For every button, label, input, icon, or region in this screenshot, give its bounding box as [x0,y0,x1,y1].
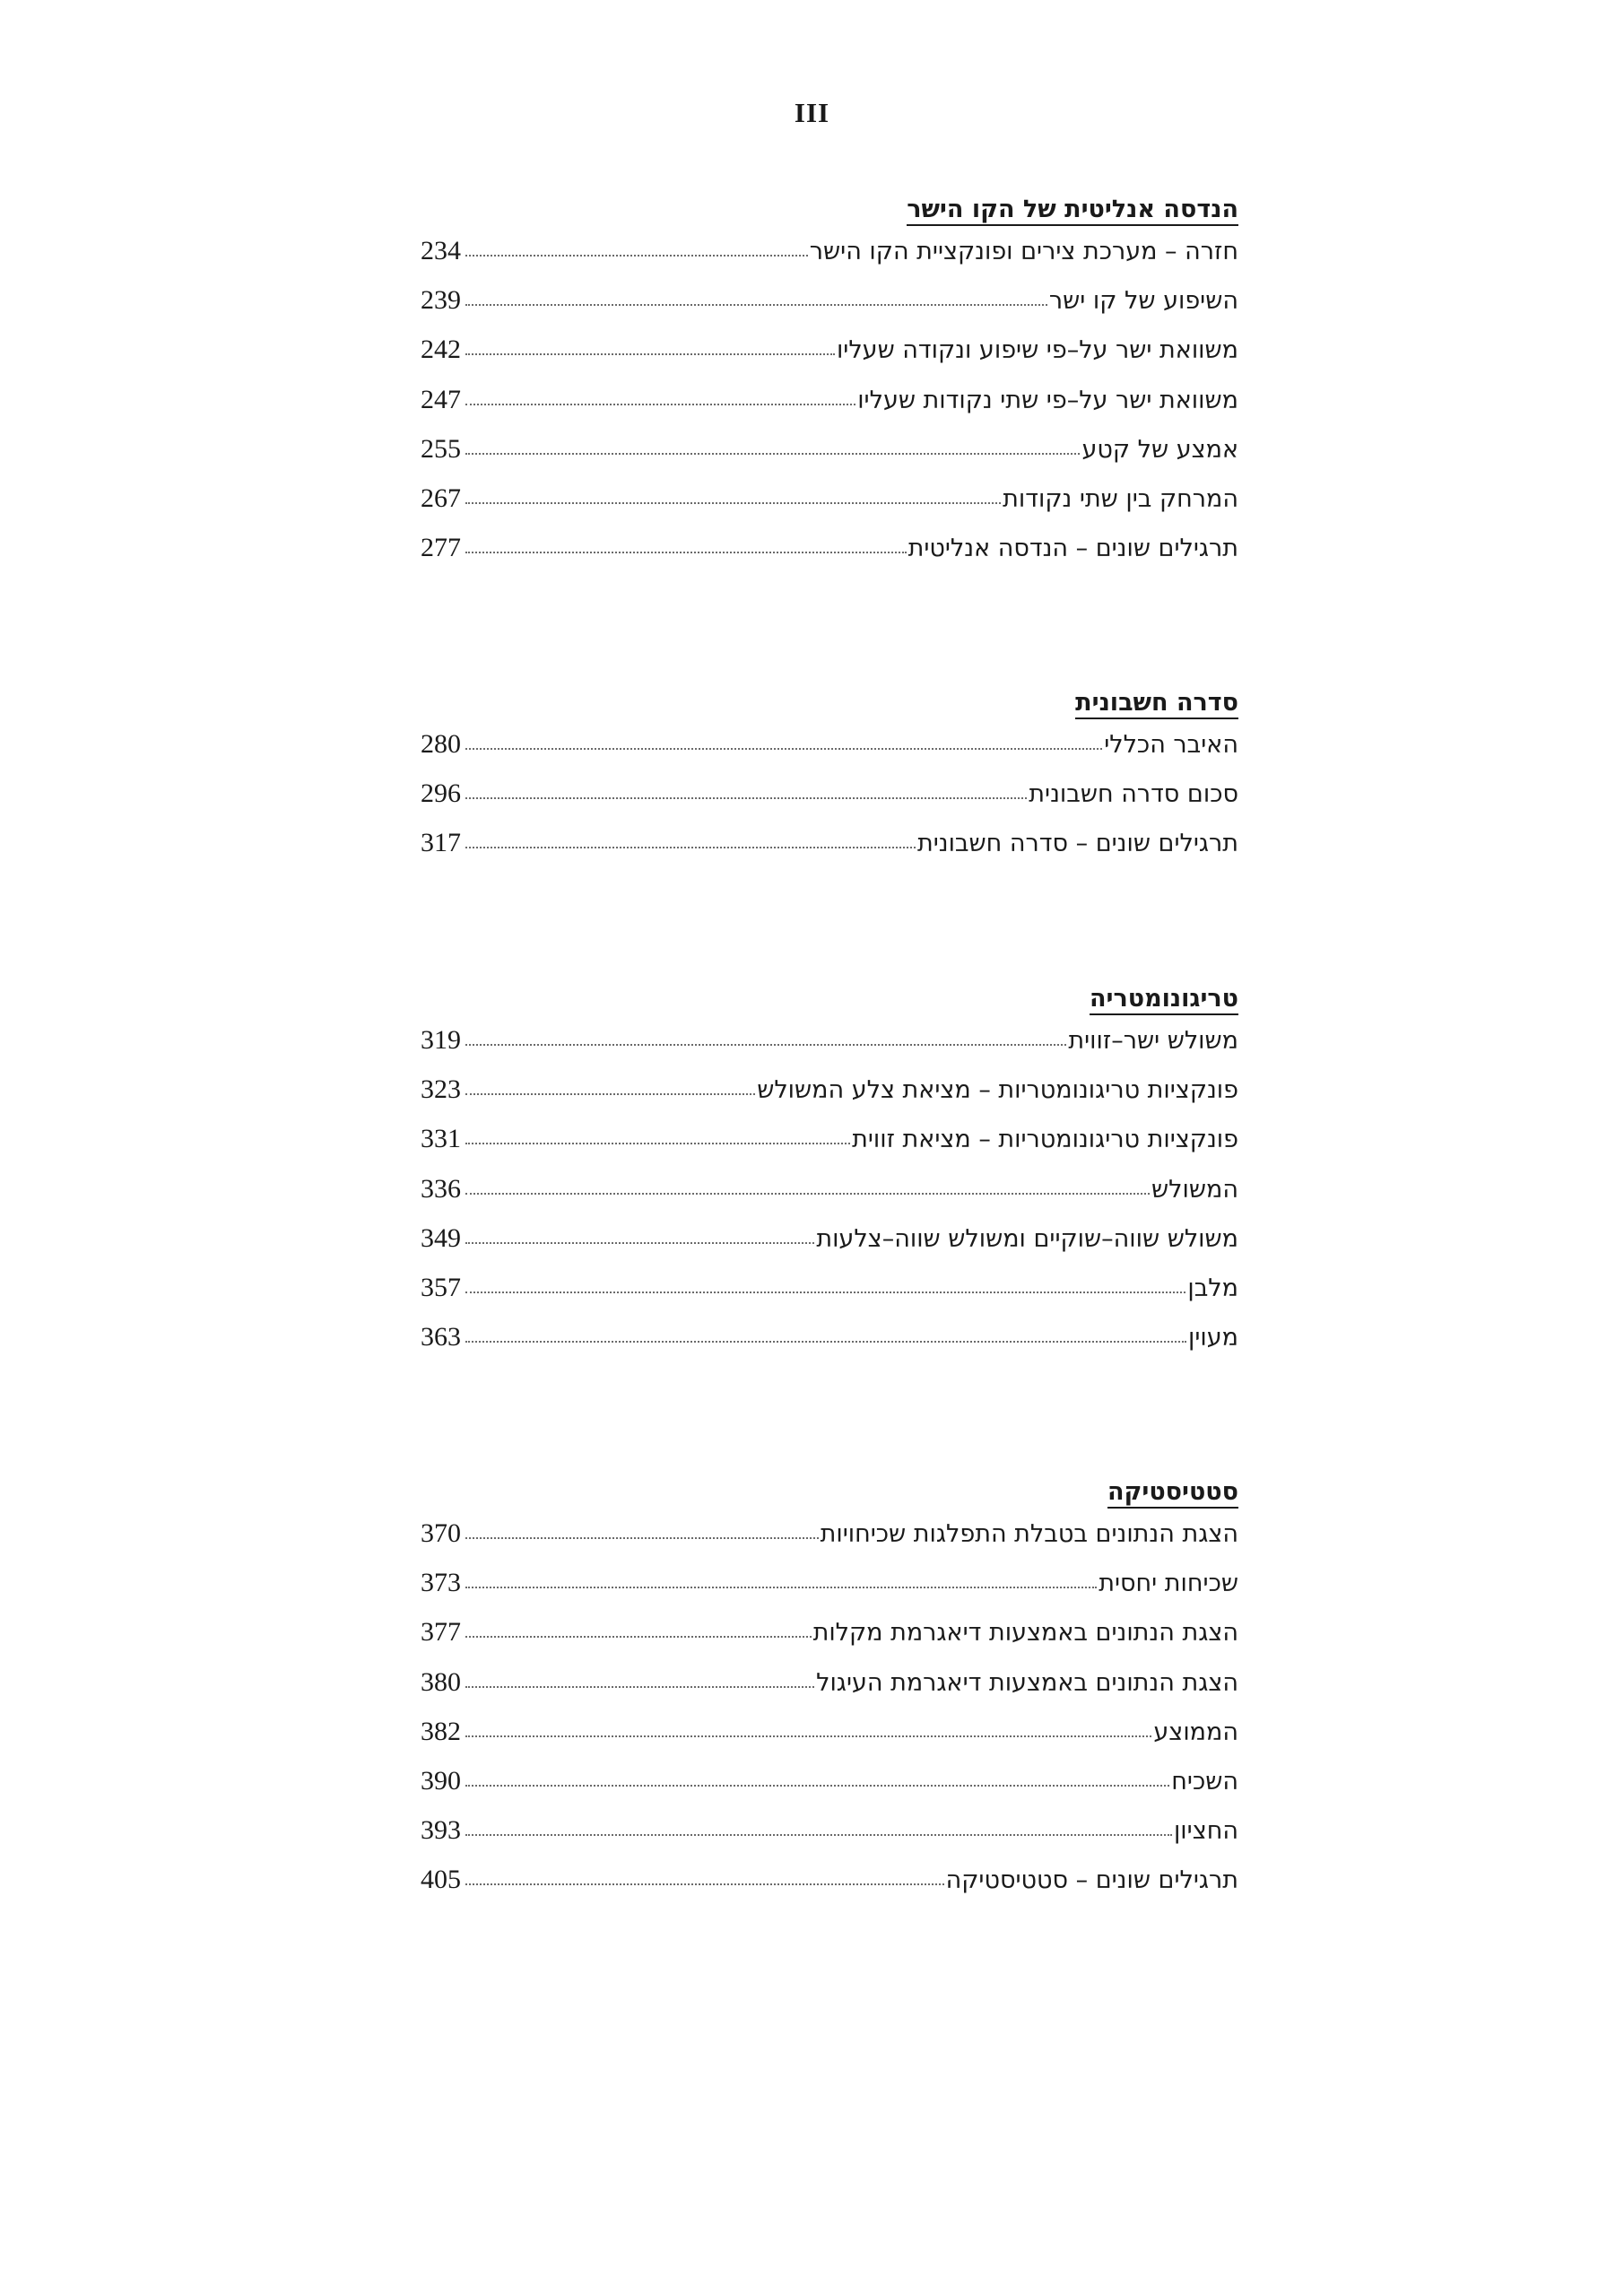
entry-page-number: 390 [421,1765,461,1796]
dot-leader [465,1785,1169,1787]
entry-page-number: 377 [421,1617,461,1648]
entry-title: פונקציות טריגונומטריות – מציאת זווית [852,1126,1238,1154]
section-title: טריגונומטריה [1090,985,1238,1015]
dot-leader [465,1193,1150,1195]
toc-entry[interactable] [421,375,1238,424]
entry-title: האיבר הכללי [1104,731,1238,759]
toc-entry[interactable] [421,1263,1238,1312]
toc-entry[interactable] [421,1558,1238,1607]
entry-page-number: 267 [421,483,461,513]
toc-entry[interactable] [421,325,1238,374]
toc-entry[interactable] [421,1756,1238,1805]
dot-leader [465,748,1102,750]
toc-section-analytic-geometry [421,179,1238,572]
toc-entry[interactable] [421,474,1238,523]
entry-page-number: 405 [421,1865,461,1895]
toc-entry[interactable] [421,769,1238,818]
dot-leader [465,1093,755,1095]
dot-leader [465,255,808,257]
dot-leader [465,353,835,355]
dot-leader [465,1735,1151,1737]
dot-leader [465,1242,814,1244]
entry-page-number: 239 [421,285,461,316]
toc-section-trigonometry [421,969,1238,1361]
entry-page-number: 280 [421,729,461,759]
entry-page-number: 277 [421,533,461,563]
entry-title: הממוצע [1153,1718,1238,1746]
entry-title: תרגילים שונים – סדרה חשבונית [916,830,1238,858]
entry-title: מעוין [1188,1324,1238,1352]
toc-entry[interactable] [421,1065,1238,1114]
dot-leader [465,304,1047,306]
toc-entry[interactable] [421,1312,1238,1361]
toc-section-arithmetic-sequence [421,673,1238,868]
dot-leader [465,1587,1097,1588]
section-title: סטטיסטיקה [1107,1478,1238,1509]
entry-title: השיפוע של קו ישר [1048,287,1238,316]
dot-leader [465,1636,812,1638]
dot-leader [465,1834,1172,1836]
entry-page-number: 319 [421,1025,461,1055]
entry-title: משוואת ישר על–פי שיפוע ונקודה שעליו [836,336,1238,365]
toc-entry[interactable] [421,523,1238,572]
entry-page-number: 357 [421,1272,461,1302]
dot-leader [465,1143,850,1144]
toc-entry[interactable] [421,1805,1238,1855]
entry-title: משוואת ישר על–פי שתי נקודות שעליו [857,386,1238,414]
entry-title: הצגת הנתונים באמצעות דיאגרמת מקלות [812,1619,1238,1648]
toc-section-statistics [421,1462,1238,1905]
entry-page-number: 382 [421,1716,461,1746]
toc-entry[interactable] [421,1114,1238,1163]
dot-leader [465,552,907,553]
dot-leader [465,1341,1186,1343]
entry-page-number: 336 [421,1173,461,1204]
page-number: III [794,97,830,128]
entry-title: הצגת הנתונים בטבלת התפלגות שכיחויות [820,1520,1238,1548]
entry-page-number: 393 [421,1815,461,1846]
entry-title: השכיח [1171,1767,1238,1796]
dot-leader [465,404,855,405]
entry-title: מלבן [1187,1274,1238,1302]
dot-leader [465,1044,1066,1046]
toc-entry[interactable] [421,275,1238,325]
toc-entry[interactable] [421,1855,1238,1904]
toc-entry[interactable] [421,719,1238,769]
entry-page-number: 380 [421,1666,461,1697]
entry-title: תרגילים שונים – סטטיסטיקה [945,1866,1238,1895]
entry-title: תרגילים שונים – הנדסה אנליטית [908,535,1238,563]
entry-title: משולש ישר–זווית [1068,1027,1238,1055]
entry-title: הצגת הנתונים באמצעות דיאגרמת העיגול [816,1668,1238,1697]
dot-leader [465,1537,819,1539]
dot-leader [465,453,1080,455]
dot-leader [465,1883,944,1885]
entry-page-number: 331 [421,1124,461,1154]
entry-page-number: 370 [421,1518,461,1548]
entry-page-number: 363 [421,1322,461,1352]
entry-title: חזרה – מערכת צירים ופונקציית הקו הישר [809,238,1238,265]
entry-page-number: 255 [421,433,461,464]
toc-entry[interactable] [421,818,1238,867]
entry-title: משולש שווה–שוקיים ומשולש שווה–צלעות [816,1224,1238,1253]
entry-page-number: 242 [421,335,461,365]
entry-page-number: 247 [421,384,461,414]
toc-entry[interactable] [421,226,1238,275]
entry-page-number: 373 [421,1568,461,1598]
toc-entry[interactable] [421,1509,1238,1558]
entry-title: המשולש [1151,1175,1238,1204]
entry-title: שכיחות יחסית [1099,1570,1238,1598]
dot-leader [465,502,1001,504]
toc-entry[interactable] [421,1164,1238,1213]
toc-entry[interactable] [421,1015,1238,1065]
toc-entry[interactable] [421,1607,1238,1657]
entry-page-number: 234 [421,236,461,265]
entry-page-number: 323 [421,1074,461,1105]
dot-leader [465,797,1027,799]
toc-entry[interactable] [421,1707,1238,1756]
entry-title: פונקציות טריגונומטריות – מציאת צלע המשולש [757,1076,1238,1105]
section-title: הנדסה אנליטית של הקו הישר [907,196,1238,226]
dot-leader [465,1686,814,1688]
entry-page-number: 349 [421,1222,461,1253]
dot-leader [465,847,916,848]
entry-title: אמצע של קטע [1081,435,1238,464]
toc-entry[interactable] [421,1213,1238,1263]
entry-title: המרחק בין שתי נקודות [1003,484,1238,513]
entry-page-number: 317 [421,828,461,858]
toc-entry[interactable] [421,1657,1238,1707]
entry-title: החציון [1173,1817,1238,1846]
section-title: סדרה חשבונית [1075,689,1238,719]
dot-leader [465,1292,1185,1293]
toc-entry[interactable] [421,424,1238,474]
entry-page-number: 296 [421,778,461,809]
entry-title: סכום סדרה חשבונית [1029,780,1238,809]
